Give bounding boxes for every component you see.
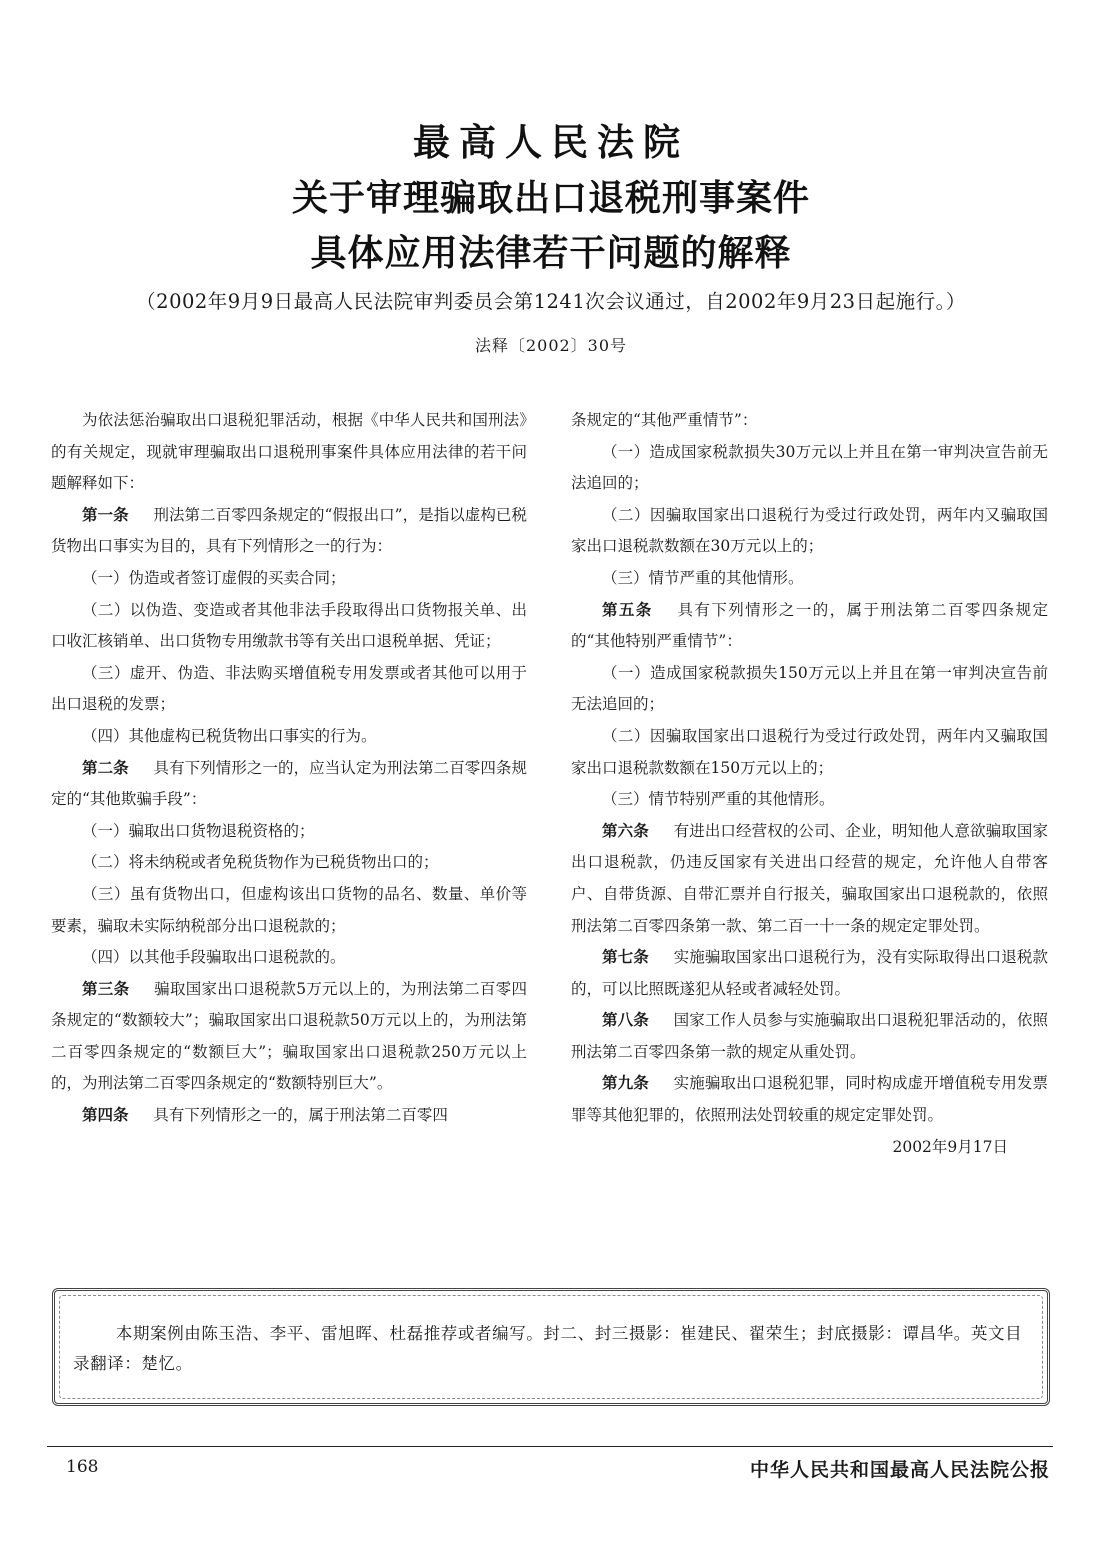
article-text: 实施骗取国家出口退税行为，没有实际取得出口退税款的，可以比照既遂犯从轻或者减轻处罚。: [571, 948, 1048, 998]
body-column-left: [51, 405, 527, 1132]
footer-rule: [47, 1446, 1053, 1447]
body-column-right: [571, 405, 1048, 1163]
article-label: 第一条: [82, 505, 129, 524]
article-label: 第二条: [82, 758, 129, 777]
list-item: （二）以伪造、变造或者其他非法手段取得出口货物报关单、出口收汇核销单、出口货物专用缴款书等有关出口退税单据、凭证；: [51, 600, 527, 651]
article-label: 第三条: [82, 979, 130, 998]
list-item: （三）情节特别严重的其他情形。: [602, 790, 835, 809]
list-item: （一）造成国家税款损失30万元以上并且在第一审判决宣告前无法追回的；: [571, 442, 1048, 493]
credits-text: 本期案例由陈玉浩、李平、雷旭晖、杜磊推荐或者编写。封二、封三摄影：崔建民、翟荣生；封底摄影：谭昌华。英文目录翻译：楚忆。: [73, 1324, 1023, 1373]
adoption-note: （2002年9月9日最高人民法院审判委员会第1241次会议通过，自2002年9月23日起施行。）: [136, 290, 966, 313]
credits-box: [52, 1288, 1050, 1406]
title-line-2: 关于审理骗取出口退税刑事案件: [291, 178, 810, 219]
article-text: 具有下列情形之一的，属于刑法第二百零四条规定的“其他特别严重情节”：: [571, 600, 1048, 651]
title-line-1: 最高人民法院: [413, 121, 689, 164]
article-1: [51, 500, 527, 563]
list-item: （一）伪造或者签订虚假的买卖合同；: [82, 568, 346, 587]
article-text: 实施骗取出口退税犯罪，同时构成虚开增值税专用发票罪等其他犯罪的，依照刑法处罚较重的规定定罪处罚。: [571, 1074, 1048, 1125]
article-label: 第七条: [602, 948, 649, 967]
list-item: （一）造成国家税款损失150万元以上并且在第一审判决宣告前无法追回的；: [571, 663, 1048, 714]
article-text: 具有下列情形之一的，应当认定为刑法第二百零四条规定的“其他欺骗手段”：: [51, 758, 527, 809]
issue-date: 2002年9月17日: [892, 1137, 1008, 1156]
article-2: [51, 753, 527, 816]
article-3: [51, 974, 527, 1100]
article-label: 第八条: [602, 1011, 649, 1030]
list-item: （二）将未纳税或者免税货物作为已税货物出口的；: [82, 853, 439, 872]
list-item: （二）因骗取国家出口退税行为受过行政处罚，两年内又骗取国家出口退税款数额在150万元以上的；: [571, 726, 1048, 777]
page-number: 168: [66, 1457, 99, 1477]
list-item: （一）骗取出口货物退税资格的；: [82, 821, 315, 840]
article-4-continued: 条规定的“其他严重情节”：: [571, 411, 758, 429]
list-item: （三）虚开、伪造、非法购买增值税专用发票或者其他可以用于出口退税的发票；: [51, 663, 527, 714]
article-text: 有进出口经营权的公司、企业，明知他人意欲骗取国家出口退税款，仍违反国家有关进出口经营的规定，允许他人自带客户、自带货源、自带汇票并自行报关，骗取国家出口退税款的，依照刑法第二百零四条第一款、第二百一十一条的规定定罪处罚。: [571, 821, 1048, 935]
article-label: 第九条: [602, 1074, 649, 1093]
title-line-3: 具体应用法律若干问题的解释: [310, 233, 792, 274]
article-text: 国家工作人员参与实施骗取出口退税犯罪活动的，依照刑法第二百零四条第一款的规定从重处罚。: [571, 1011, 1048, 1061]
intro-paragraph: 为依法惩治骗取出口退税犯罪活动，根据《中华人民共和国刑法》的有关规定，现就审理骗取出口退税刑事案件具体应用法律的若干问题解释如下：: [51, 411, 527, 493]
journal-name: 中华人民共和国最高人民法院公报: [749, 1459, 1050, 1481]
article-4: [51, 1100, 527, 1132]
article-text: 具有下列情形之一的，属于刑法第二百零四: [153, 1106, 448, 1125]
article-text: 骗取国家出口退税款5万元以上的，为刑法第二百零四条规定的“数额较大”；骗取国家出口退税款50万元以上的，为刑法第二百零四条规定的“数额巨大”；骗取国家出口退税款250万元以上的，为刑法第二百零四条规定的“数额特别巨大”。: [51, 979, 527, 1093]
document-number: 法释〔2002〕30号: [474, 336, 628, 355]
list-item: （三）虽有货物出口，但虚构该出口货物的品名、数量、单价等要素，骗取未实际纳税部分出口退税款的；: [51, 884, 527, 935]
list-item: （四）以其他手段骗取出口退税款的。: [82, 948, 346, 967]
article-5: [571, 595, 1048, 658]
list-item: （四）其他虚构已税货物出口事实的行为。: [82, 726, 377, 745]
article-text: 刑法第二百零四条规定的“假报出口”，是指以虚构已税货物出口事实为目的，具有下列情形之一的行为：: [51, 505, 527, 556]
article-label: 第六条: [602, 821, 649, 840]
article-label: 第五条: [602, 600, 653, 619]
article-6: [571, 816, 1048, 942]
article-7: [571, 942, 1048, 1005]
article-label: 第四条: [82, 1106, 129, 1125]
article-9: [571, 1068, 1048, 1131]
article-8: [571, 1005, 1048, 1068]
list-item: （二）因骗取国家出口退税行为受过行政处罚，两年内又骗取国家出口退税款数额在30万元以上的；: [571, 505, 1048, 556]
list-item: （三）情节严重的其他情形。: [602, 568, 804, 587]
